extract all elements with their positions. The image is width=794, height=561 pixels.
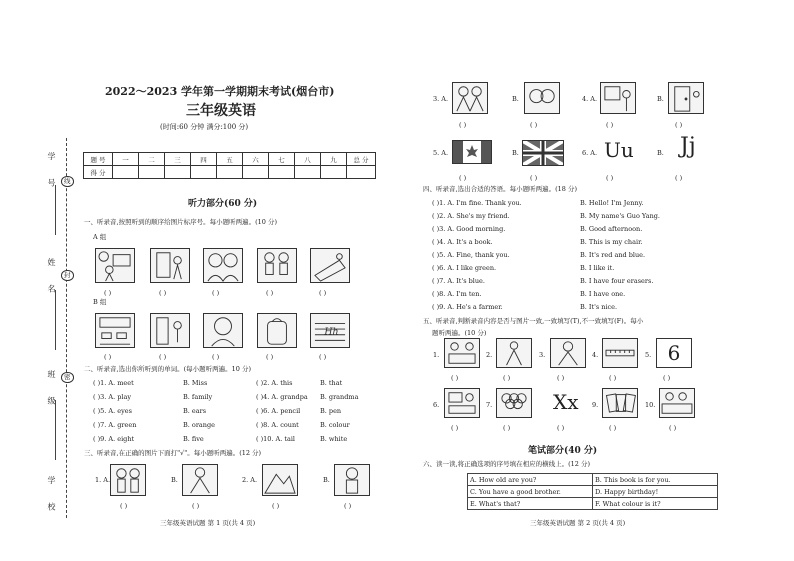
q1a-picture-4	[257, 248, 297, 283]
q5-num-3: 3.	[539, 351, 546, 359]
q2-item[interactable]: ( )9. A. eight	[93, 435, 135, 443]
q2-item[interactable]: ( )4. A. grandpa	[256, 393, 308, 401]
q1a-paren-1[interactable]: ( )	[104, 289, 112, 297]
q6-title: 六、读一读,将正确选项的序号填在相应的横线上。(12 分)	[423, 460, 590, 468]
q1-group-a-label: A 组	[93, 233, 107, 241]
q4-option-a[interactable]: ( )8. A. I'm ten.	[432, 290, 482, 298]
number-six-picture: 6	[667, 341, 681, 365]
score-header-cell: 题 号	[84, 153, 113, 166]
q3-paren-2a[interactable]: ( )	[272, 502, 280, 510]
q2-item[interactable]: ( )10. A. tail	[256, 435, 296, 443]
q5-paren-2[interactable]: ( )	[503, 374, 511, 382]
q6-option: A. How old are you?	[468, 474, 593, 486]
q3-picture-4b	[668, 82, 704, 114]
q3-label-5a: 5. A.	[433, 149, 449, 157]
q1a-picture-3	[203, 248, 243, 283]
seal-feng: 封	[61, 270, 74, 281]
q3-label-6a: 6. A.	[582, 149, 598, 157]
score-header-cell: 八	[295, 153, 321, 166]
q2-item[interactable]: ( )8. A. count	[256, 421, 299, 429]
binding-fill-line-3	[55, 400, 56, 460]
q6-option: E. What's that?	[468, 498, 593, 510]
q4-option-a[interactable]: ( )3. A. Good morning.	[432, 225, 506, 233]
q1b-paren-1[interactable]: ( )	[104, 353, 112, 361]
score-cell[interactable]	[295, 166, 321, 179]
q2-title: 二、听录音,选出你所听到的单词。(每小题听两遍。10 分)	[84, 365, 251, 373]
binding-fill-line-2	[55, 290, 56, 350]
q1a-picture-2	[150, 248, 190, 283]
score-cell[interactable]	[269, 166, 295, 179]
q5-picture-2	[496, 338, 532, 368]
q5-picture-10	[659, 388, 695, 418]
binding-fill-line-1	[55, 185, 56, 235]
q3-label-2a: 2. A.	[242, 476, 258, 484]
q5-num-10: 10.	[645, 401, 656, 409]
q3-label-3a: 3. A.	[433, 95, 449, 103]
q3-picture-2a	[262, 464, 298, 496]
q1b-picture-3	[203, 313, 243, 348]
q5-paren-3[interactable]: ( )	[557, 374, 565, 382]
score-cell[interactable]	[347, 166, 376, 179]
q2-option-b: B. five	[183, 435, 204, 443]
q5-picture-5	[656, 338, 692, 368]
q5-num-1: 1.	[433, 351, 440, 359]
written-section-title: 笔试部分(40 分)	[528, 446, 598, 456]
q4-option-a[interactable]: ( )2. A. She's my friend.	[432, 212, 510, 220]
footer-page-1: 三年级英语试题 第 1 页(共 4 页)	[160, 519, 256, 527]
q2-item[interactable]: ( )1. A. meet	[93, 379, 134, 387]
score-cell[interactable]	[165, 166, 191, 179]
q3-label-4b: B.	[657, 95, 664, 103]
score-row-label: 得 分	[84, 166, 113, 179]
score-cell[interactable]	[243, 166, 269, 179]
q1b-paren-2[interactable]: ( )	[159, 353, 167, 361]
score-cell[interactable]	[321, 166, 347, 179]
q3-paren-1a[interactable]: ( )	[120, 502, 128, 510]
q5-paren-9[interactable]: ( )	[609, 424, 617, 432]
canada-flag-picture	[452, 140, 492, 164]
q3-label-2b: B.	[323, 476, 330, 484]
q5-num-9: 9.	[592, 401, 599, 409]
q5-title: 五、听录音,判断录音内容是否与图片一致,一致填写(T),不一致填写(F)。每小	[423, 317, 644, 325]
q2-option-b: B. grandma	[320, 393, 359, 401]
q5-num-6: 6.	[433, 401, 440, 409]
q3-label-3b: B.	[512, 95, 519, 103]
q2-item[interactable]: ( )7. A. green	[93, 421, 137, 429]
q3-paren-4b[interactable]: ( )	[675, 121, 683, 129]
score-header-cell: 四	[191, 153, 217, 166]
q1-title: 一、听录音,按照听到的顺序给图片标序号。每小题听两遍。(10 分)	[84, 218, 277, 226]
q4-option-b: B. I have one.	[580, 290, 626, 298]
q5-picture-7	[496, 388, 532, 418]
q1b-picture-2	[150, 313, 190, 348]
q4-option-a[interactable]: ( )4. A. It's a book.	[432, 238, 493, 246]
q2-item[interactable]: ( )5. A. eyes	[93, 407, 132, 415]
q5-picture-1	[444, 338, 480, 368]
q5-picture-4	[602, 338, 638, 368]
q2-item[interactable]: ( )6. A. pencil	[256, 407, 301, 415]
q1a-paren-4[interactable]: ( )	[266, 289, 274, 297]
q4-option-b: B. Hello! I'm Jenny.	[580, 199, 644, 207]
q3-label-1a: 1. A.	[95, 476, 111, 484]
score-header-cell: 七	[269, 153, 295, 166]
q1a-picture-1	[95, 248, 135, 283]
binding-label-school: 学 校	[47, 476, 56, 519]
q4-option-a[interactable]: ( )1. A. I'm fine. Thank you.	[432, 199, 522, 207]
q6-option: C. You have a good brother.	[468, 486, 593, 498]
letter-jj-picture: Jj	[680, 134, 696, 159]
q1b-picture-1	[95, 313, 135, 348]
q6-option: D. Happy birthday!	[593, 486, 718, 498]
q1a-picture-5	[310, 248, 350, 283]
q2-option-b: B. ears	[183, 407, 207, 415]
q4-option-b: B. I have four erasers.	[580, 277, 654, 285]
q1b-picture-4	[257, 313, 297, 348]
q5-picture-3	[550, 338, 586, 368]
listening-section-title: 听力部分(60 分)	[188, 199, 258, 209]
score-header-cell: 五	[217, 153, 243, 166]
q3-paren-3a[interactable]: ( )	[459, 121, 467, 129]
q4-option-b: B. It's red and blue.	[580, 251, 646, 259]
q2-item[interactable]: ( )3. A. play	[93, 393, 132, 401]
score-cell[interactable]	[139, 166, 165, 179]
q6-options-table	[467, 473, 718, 510]
score-header-cell: 六	[243, 153, 269, 166]
q3-paren-5b[interactable]: ( )	[530, 174, 538, 182]
score-header-cell: 三	[165, 153, 191, 166]
q4-option-a[interactable]: ( )5. A. Fine, thank you.	[432, 251, 510, 259]
q3-picture-4a	[600, 82, 636, 114]
q1a-paren-5[interactable]: ( )	[319, 289, 327, 297]
q4-option-b: B. My name's Guo Yang.	[580, 212, 660, 220]
score-cell[interactable]	[113, 166, 139, 179]
q3-picture-3a	[452, 82, 488, 114]
q3-paren-3b[interactable]: ( )	[530, 121, 538, 129]
exam-subtitle: 三年级英语	[186, 103, 256, 119]
q2-item[interactable]: ( )2. A. this	[256, 379, 293, 387]
q3-paren-5a[interactable]: ( )	[459, 174, 467, 182]
q3-label-5b: B.	[512, 149, 519, 157]
q5-paren-1[interactable]: ( )	[451, 374, 459, 382]
q4-option-b: B. It's nice.	[580, 303, 618, 311]
q1b-picture-5	[310, 313, 350, 348]
q3-label-4a: 4. A.	[582, 95, 598, 103]
q4-option-b: B. This is my chair.	[580, 238, 643, 246]
q5-paren-8[interactable]: ( )	[557, 424, 565, 432]
q3-paren-1b[interactable]: ( )	[192, 502, 200, 510]
score-header-cell: 一	[113, 153, 139, 166]
q2-option-b: B. colour	[320, 421, 350, 429]
score-cell[interactable]	[217, 166, 243, 179]
q4-option-b: B. Good afternoon.	[580, 225, 643, 233]
q3-label-6b: B.	[657, 149, 664, 157]
q2-option-b: B. orange	[183, 421, 215, 429]
q5-title-cont: 题听两遍。(10 分)	[432, 329, 487, 337]
binding-dashed-line	[66, 138, 67, 518]
q5-paren-7[interactable]: ( )	[503, 424, 511, 432]
uk-flag-picture	[522, 140, 564, 166]
score-header-cell: 二	[139, 153, 165, 166]
q2-option-b: B. pen	[320, 407, 342, 415]
seal-xian: 线	[61, 176, 74, 187]
q1b-paren-5[interactable]: ( )	[319, 353, 327, 361]
q5-num-2: 2.	[486, 351, 493, 359]
q3-paren-4a[interactable]: ( )	[606, 121, 614, 129]
footer-page-2: 三年级英语试题 第 2 页(共 4 页)	[530, 519, 626, 527]
q5-num-7: 7.	[486, 401, 493, 409]
score-header-cell: 总 分	[347, 153, 376, 166]
q5-num-4: 4.	[592, 351, 599, 359]
q3-title: 三、听录音,在正确的图片下面打"√"。每小题听两遍。(12 分)	[84, 449, 262, 457]
q5-paren-4[interactable]: ( )	[609, 374, 617, 382]
q3-paren-6a[interactable]: ( )	[606, 174, 614, 182]
q2-option-b: B. white	[320, 435, 348, 443]
q5-picture-6	[444, 388, 480, 418]
q4-option-a[interactable]: ( )9. A. He's a farmer.	[432, 303, 503, 311]
q3-picture-1b	[182, 464, 218, 496]
exam-title: 2022～2023 学年第一学期期末考试(烟台市)	[105, 85, 335, 98]
q5-picture-9	[602, 388, 638, 418]
q5-paren-5[interactable]: ( )	[663, 374, 671, 382]
q3-picture-3b	[524, 82, 560, 114]
seal-mi: 密	[61, 372, 74, 383]
q4-option-b: B. I like it.	[580, 264, 615, 272]
q6-option: F. What colour is it?	[593, 498, 718, 510]
score-header-cell: 九	[321, 153, 347, 166]
binding-label-name: 姓 名	[47, 258, 56, 301]
letter-uu-picture: Uu	[604, 138, 634, 162]
q3-paren-2b[interactable]: ( )	[344, 502, 352, 510]
letter-xx-picture: Xx	[553, 390, 579, 414]
q5-paren-6[interactable]: ( )	[451, 424, 459, 432]
q5-paren-10[interactable]: ( )	[669, 424, 677, 432]
q3-picture-1a	[110, 464, 146, 496]
score-cell[interactable]	[191, 166, 217, 179]
exam-time-score: (时间:60 分钟 满分:100 分)	[160, 123, 249, 131]
q3-picture-2b	[334, 464, 370, 496]
q2-option-b: B. that	[320, 379, 343, 387]
q1-group-b-label: B 组	[93, 298, 107, 306]
q2-option-b: B. Miss	[183, 379, 208, 387]
svg-text:Hh: Hh	[324, 326, 339, 338]
q4-title: 四、听录音,选出合适的答语。每小题听两遍。(18 分)	[423, 185, 577, 193]
q2-option-b: B. family	[183, 393, 213, 401]
q6-option: B. This book is for you.	[593, 474, 718, 486]
score-table	[83, 152, 376, 179]
q3-paren-6b[interactable]: ( )	[675, 174, 683, 182]
q4-option-a[interactable]: ( )7. A. It's blue.	[432, 277, 485, 285]
q1b-paren-4[interactable]: ( )	[266, 353, 274, 361]
q4-option-a[interactable]: ( )6. A. I like green.	[432, 264, 497, 272]
binding-label-student-id: 学 号	[47, 152, 56, 195]
binding-label-class: 班 级	[47, 370, 56, 413]
q1b-paren-3[interactable]: ( )	[212, 353, 220, 361]
q5-num-5: 5.	[645, 351, 652, 359]
q1a-paren-2[interactable]: ( )	[159, 289, 167, 297]
q1a-paren-3[interactable]: ( )	[212, 289, 220, 297]
q3-label-1b: B.	[171, 476, 178, 484]
